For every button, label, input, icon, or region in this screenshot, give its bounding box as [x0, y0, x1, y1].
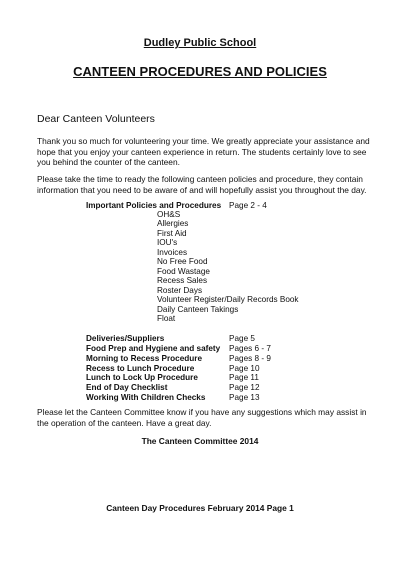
contents-pages: Page 2 - 4 [229, 201, 267, 210]
instructions-paragraph: Please take the time to ready the following canteen policies and procedure, they contain information that you need to be aware of and will hopefully assist you throughout the day. [37, 174, 367, 195]
contents-label: End of Day Checklist [86, 383, 168, 392]
list-item: Float [157, 313, 176, 323]
contents-label: Lunch to Lock Up Procedure [86, 373, 198, 382]
policy-list [157, 210, 299, 323]
intro-paragraph: Thank you so much for volunteering your time. We greatly appreciate your assistance and hope that you enjoy your canteen experience in return. The students certainly love to see you behind the counter of the canteen. [37, 136, 370, 167]
contents-row [86, 334, 255, 344]
contents-row [86, 393, 260, 403]
list-item: No Free Food [157, 257, 208, 267]
list-item: Daily Canteen Takings [157, 304, 239, 314]
signoff: The Canteen Committee 2014 [141, 436, 259, 446]
list-item: Roster Days [157, 285, 203, 295]
list-item: IOU's [157, 238, 178, 248]
contents-label: Deliveries/Suppliers [86, 334, 165, 343]
contents-pages: Pages 6 - 7 [229, 344, 271, 353]
contents-pages: Page 12 [229, 383, 260, 392]
contents-pages: Page 11 [229, 373, 259, 382]
list-item: Food Wastage [157, 266, 210, 276]
list-item: First Aid [157, 228, 187, 238]
page-footer: Canteen Day Procedures February 2014 Page 1 [106, 503, 294, 513]
contents-label: Food Prep and Hygiene and safety [86, 344, 221, 353]
contents-label: Important Policies and Procedures [86, 201, 222, 210]
contents-label: Recess to Lunch Procedure [86, 364, 195, 373]
contents-pages: Page 10 [229, 364, 260, 373]
contents-row [86, 383, 260, 393]
list-item: Volunteer Register/Daily Records Book [157, 295, 299, 305]
contents-pages: Page 13 [229, 393, 260, 402]
contents-row [86, 354, 271, 364]
closing-paragraph: Please let the Canteen Committee know if you have any suggestions which may assist in the operation of the canteen. Have a great day. [37, 407, 367, 428]
list-item: Allergies [157, 219, 189, 229]
school-name: Dudley Public School [143, 37, 257, 49]
page-title: CANTEEN PROCEDURES AND POLICIES [73, 64, 327, 79]
contents-pages: Page 5 [229, 334, 255, 343]
contents-row [86, 373, 259, 383]
contents-row [86, 344, 271, 354]
list-item: Invoices [157, 247, 188, 257]
contents-label: Working With Children Checks [86, 393, 206, 402]
contents-label: Morning to Recess Procedure [86, 354, 203, 363]
contents-pages: Pages 8 - 9 [229, 354, 271, 363]
list-item: Recess Sales [157, 276, 208, 286]
greeting: Dear Canteen Volunteers [37, 113, 155, 125]
list-item: OH&S [157, 210, 181, 219]
